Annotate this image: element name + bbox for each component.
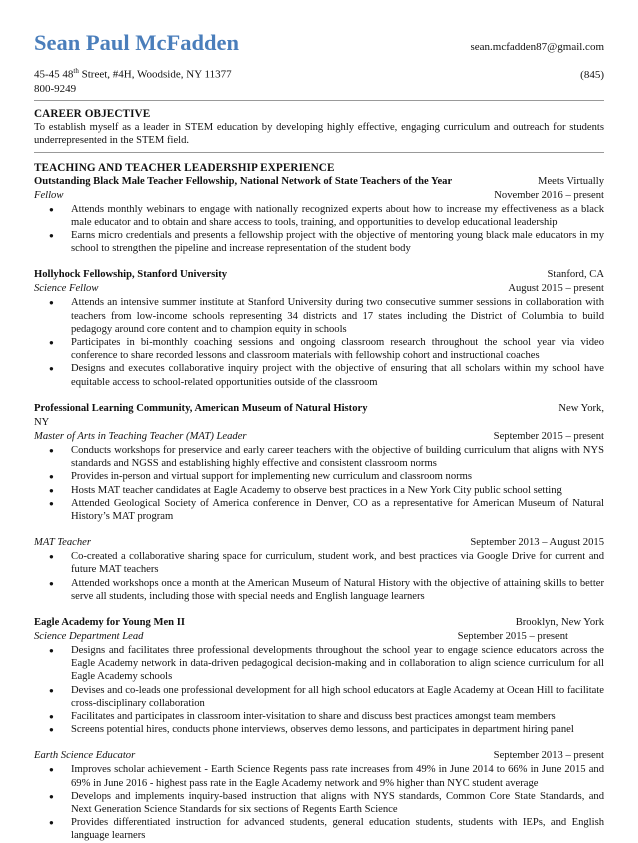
entry-role: MAT Teacher [34,537,91,549]
list-item: ● Co-created a collaborative sharing space for curriculum, student work, and best practices via Google Drive for current and future MAT teachers [49,551,604,576]
resume-name: Sean Paul McFadden [34,30,240,55]
list-item: ● Attends monthly webinars to engage with nationally recognized experts about how to increase my effectiveness as a black male educator and to obtain and share access to tools, training, and opportunities to develop educational leadership [49,203,604,228]
list-item: ● Provides in-person and virtual support for implementing new curriculum and classroom norms [49,471,473,483]
entry-dates: November 2016 – present [494,189,604,201]
entry-role: Science Fellow [34,283,99,295]
entry-dates: September 2015 – present [493,430,604,442]
objective-title: CAREER OBJECTIVE [34,107,151,120]
entry-org: Outstanding Black Male Teacher Fellowship, National Network of State Teachers of the Year [34,175,453,187]
address: 45-45 48th Street, #4H, Woodside, NY 11377 [34,67,232,81]
entry-role-row [34,430,604,444]
bullet-list [34,763,604,842]
entry-location: Stanford, CA [547,269,604,281]
entry-location: New York, [558,402,604,414]
list-item: ● Designs and executes collaborative inquiry project with the objective of ensuring that all scholars within my school have equitable access to school-related opportunities outside of the classroom [49,363,604,388]
entry-dates: September 2013 – present [493,750,604,762]
entry-role-row [34,189,604,203]
list-item: ● Improves scholar achievement - Earth Science Regents pass rate increases from 49% in June 2014 to 66% in June 2015 and 69% in June 2016 - highest pass rate in the Eagle Academy network and 9% higher than NYC student average [49,764,604,789]
entry-role-row [34,749,604,763]
entry-role: Science Department Lead [34,630,144,642]
entry-dates: September 2015 – present [457,630,568,642]
list-item: ● Attends an intensive summer institute at Stanford University during two consecutive summer sessions in collaboration with teachers from low-income schools representing 34 districts and 17 states including the District of Columbia to build pedagogy around core content and to champion equity in schools [49,297,604,335]
entry-location-cont: NY [34,416,50,428]
list-item: ● Designs and facilitates three professional developments throughout the school year to engage science educators across the Eagle Academy network in data-driven pedagogical decision-making and in collaboration to align science curriculum for all Eagle Academy schools [49,644,604,683]
list-item: ● Develops and implements inquiry-based instruction that aligns with NYS standards, Common Core State Standards, and Next Generation Science Standards for six sections of Regents Earth Science [49,790,604,815]
phone-part1: (845) [580,68,604,81]
list-item: ● Hosts MAT teacher candidates at Eagle Academy to observe best practices in a New York City public school setting [49,484,562,496]
objective-text: To establish myself as a leader in STEM education by developing highly effective, engaging curriculum and outreach for students underrepresented in the STEM field. [34,121,604,147]
header-row [34,30,604,56]
entry-role-row [34,630,604,644]
bullet-list [34,444,604,523]
entry-header [34,402,604,416]
entry-header [34,268,604,282]
entry-header [34,175,604,189]
bullet-list [34,644,604,736]
bullet-list [34,203,604,256]
experience-title: TEACHING AND TEACHER LEADERSHIP EXPERIENCE [34,161,335,174]
entry-org: Professional Learning Community, American Museum of Natural History [34,402,368,414]
list-item: ● Provides differentiated instruction for advanced students, general education students, students with IEPs, and English language learners [49,817,604,842]
entry-location: Brooklyn, New York [515,616,604,628]
address-row [34,64,604,82]
entry-org: Eagle Academy for Young Men II [34,616,185,628]
bullet-list [34,296,604,388]
entry-role-row [34,282,604,296]
bullet-list [34,550,604,603]
list-item: ● Earns micro credentials and presents a fellowship project with the objective of mentoring young black male educators in my school to strengthen the pipeline and increase representation of the student body [49,230,604,255]
entry-dates: August 2015 – present [508,283,604,295]
entry-location: Meets Virtually [538,175,604,187]
list-item: ● Attended workshops once a month at the American Museum of Natural History with the objective of attaining skills to better serve all students, including those with special needs and English language learners [49,577,604,602]
entry-org: Hollyhock Fellowship, Stanford University [34,269,228,281]
entry-dates: September 2013 – August 2015 [470,537,604,549]
email: sean.mcfadden87@gmail.com [470,41,604,53]
entry-role: Master of Arts in Teaching Teacher (MAT) Leader [34,430,247,442]
entry-header [34,616,604,630]
phone-part2: 800-9249 [34,82,77,95]
list-item: ● Attended Geological Society of America conference in Denver, CO as a representative for American Museum of Natural History’s MAT program [49,497,604,522]
entry-role-row [34,536,604,550]
list-item: ● Conducts workshops for preservice and early career teachers with the objective of building curriculum that aligns with NYS standards and NGSS and establishing highly effective and consistent classroom norms [49,444,604,470]
list-item: ● Facilitates and participates in classroom inter-visitation to share and discuss best practices amongst team members [49,710,556,722]
list-item: ● Screens potential hires, conducts phone interviews, observes demo lessons, and participates in department hiring panel [49,724,574,736]
list-item: ● Participates in bi-monthly coaching sessions and ongoing classroom research throughout the school year via video conference to share recorded lessons and classroom materials with fellowship cohort and instructional coaches [49,337,604,362]
entry-role: Earth Science Educator [34,750,136,762]
list-item: ● Devises and co-leads one professional development for all high school educators at Eagle Academy at Ocean Hill to facilitate cross-disciplinary collaboration [49,684,604,709]
entry-role: Fellow [34,189,64,201]
